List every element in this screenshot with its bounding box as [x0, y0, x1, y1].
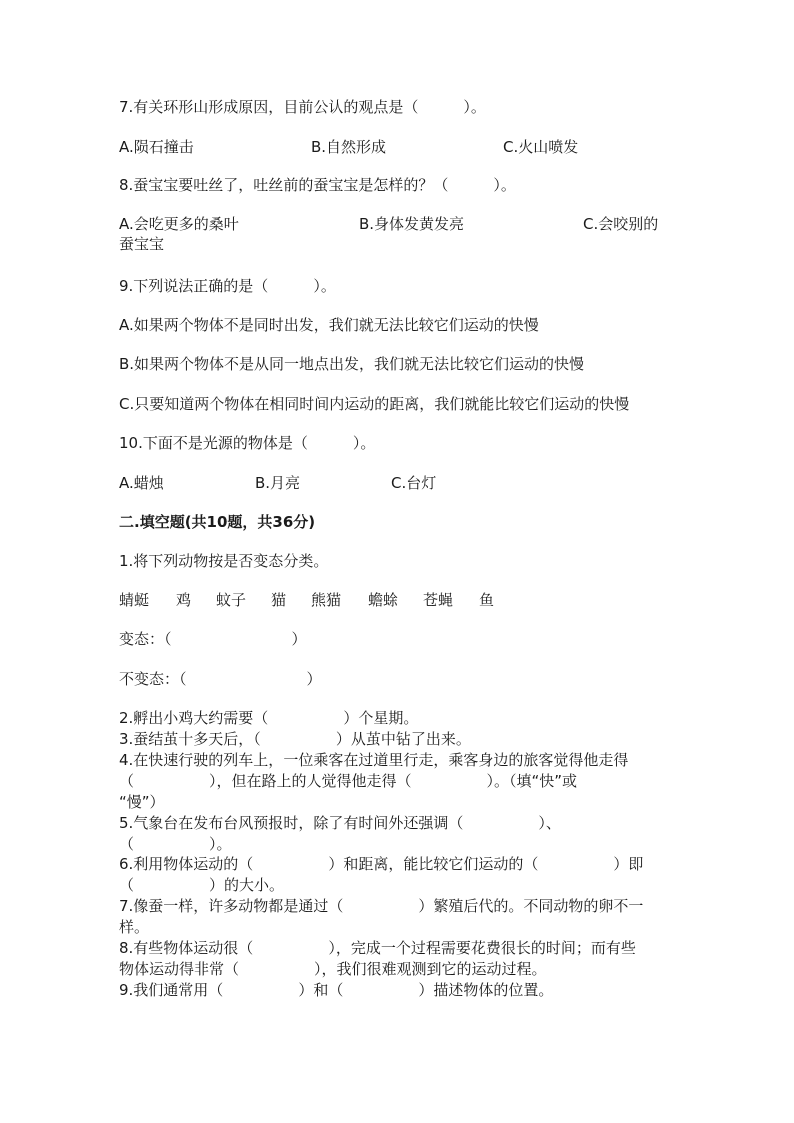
- question-10-option-b: B.月亮: [255, 474, 301, 492]
- question-10-option-c: C.台灯: [391, 474, 437, 492]
- question-9-stem: 9.下列说法正确的是（ ）。: [119, 277, 336, 295]
- fill-1-stem: 1.将下列动物按是否变态分类。: [119, 552, 329, 570]
- question-7-option-c: C.火山喷发: [503, 138, 579, 156]
- animal-word: 鱼: [479, 591, 495, 609]
- fill-1-change-line: 变态：（ ）: [119, 630, 307, 648]
- question-10-stem: 10.下面不是光源的物体是（ ）。: [119, 434, 376, 452]
- animal-word: 猫: [271, 591, 287, 609]
- fill-line: 6.利用物体运动的（ ）和距离，能比较它们运动的（ ）即: [119, 855, 644, 873]
- question-8-option-b: B.身体发黄发亮: [359, 215, 465, 233]
- question-8-option-c-wrap: 蚕宝宝: [119, 235, 165, 253]
- question-7-option-a: A.陨石撞击: [119, 138, 194, 156]
- fill-line: （ ）的大小。: [119, 876, 285, 894]
- question-7-stem: 7.有关环形山形成原因，目前公认的观点是（ ）。: [119, 98, 486, 116]
- fill-line: 样。: [119, 918, 150, 936]
- question-7-option-b: B.自然形成: [311, 138, 387, 156]
- animal-word: 蚊子: [216, 591, 247, 609]
- fill-line: 9.我们通常用（ ）和（ ）描述物体的位置。: [119, 981, 554, 999]
- animal-word: 蟾蜍: [368, 591, 399, 609]
- question-8-option-a: A.会吃更多的桑叶: [119, 215, 239, 233]
- animal-word: 苍蝇: [423, 591, 454, 609]
- animal-word: 蜻蜓: [119, 591, 150, 609]
- fill-line: 4.在快速行驶的列车上，一位乘客在过道里行走，乘客身边的旅客觉得他走得: [119, 751, 629, 769]
- fill-line: “慢”）: [119, 793, 165, 811]
- question-8-stem: 8.蚕宝宝要吐丝了，吐丝前的蚕宝宝是怎样的？（ ）。: [119, 176, 516, 194]
- fill-line: （ ）。: [119, 835, 232, 853]
- fill-line: 2.孵出小鸡大约需要（ ）个星期。: [119, 709, 419, 727]
- fill-line: 5.气象台在发布台风预报时，除了有时间外还强调（ ）、: [119, 814, 561, 832]
- question-8-option-c: C.会咬别的: [583, 215, 659, 233]
- animal-word: 熊猫: [311, 591, 342, 609]
- fill-line: 8.有些物体运动很（ ），完成一个过程需要花费很长的时间；而有些: [119, 939, 636, 957]
- fill-line: 3.蚕结茧十多天后，（ ）从茧中钻了出来。: [119, 730, 471, 748]
- fill-line: 物体运动得非常（ ），我们很难观测到它的运动过程。: [119, 960, 547, 978]
- fill-line: 7.像蚕一样，许多动物都是通过（ ）繁殖后代的。不同动物的卵不一: [119, 897, 644, 915]
- question-9-option-c: C.只要知道两个物体在相同时间内运动的距离，我们就能比较它们运动的快慢: [119, 395, 630, 413]
- question-9-option-b: B.如果两个物体不是从同一地点出发，我们就无法比较它们运动的快慢: [119, 355, 585, 373]
- question-10-option-a: A.蜡烛: [119, 474, 164, 492]
- section-2-title: 二.填空题(共10题，共36分): [119, 513, 316, 531]
- animal-word: 鸡: [176, 591, 192, 609]
- fill-line: （ ），但在路上的人觉得他走得（ ）。（填“快”或: [119, 772, 578, 790]
- question-9-option-a: A.如果两个物体不是同时出发，我们就无法比较它们运动的快慢: [119, 316, 539, 334]
- fill-1-nochange-line: 不变态：（ ）: [119, 670, 322, 688]
